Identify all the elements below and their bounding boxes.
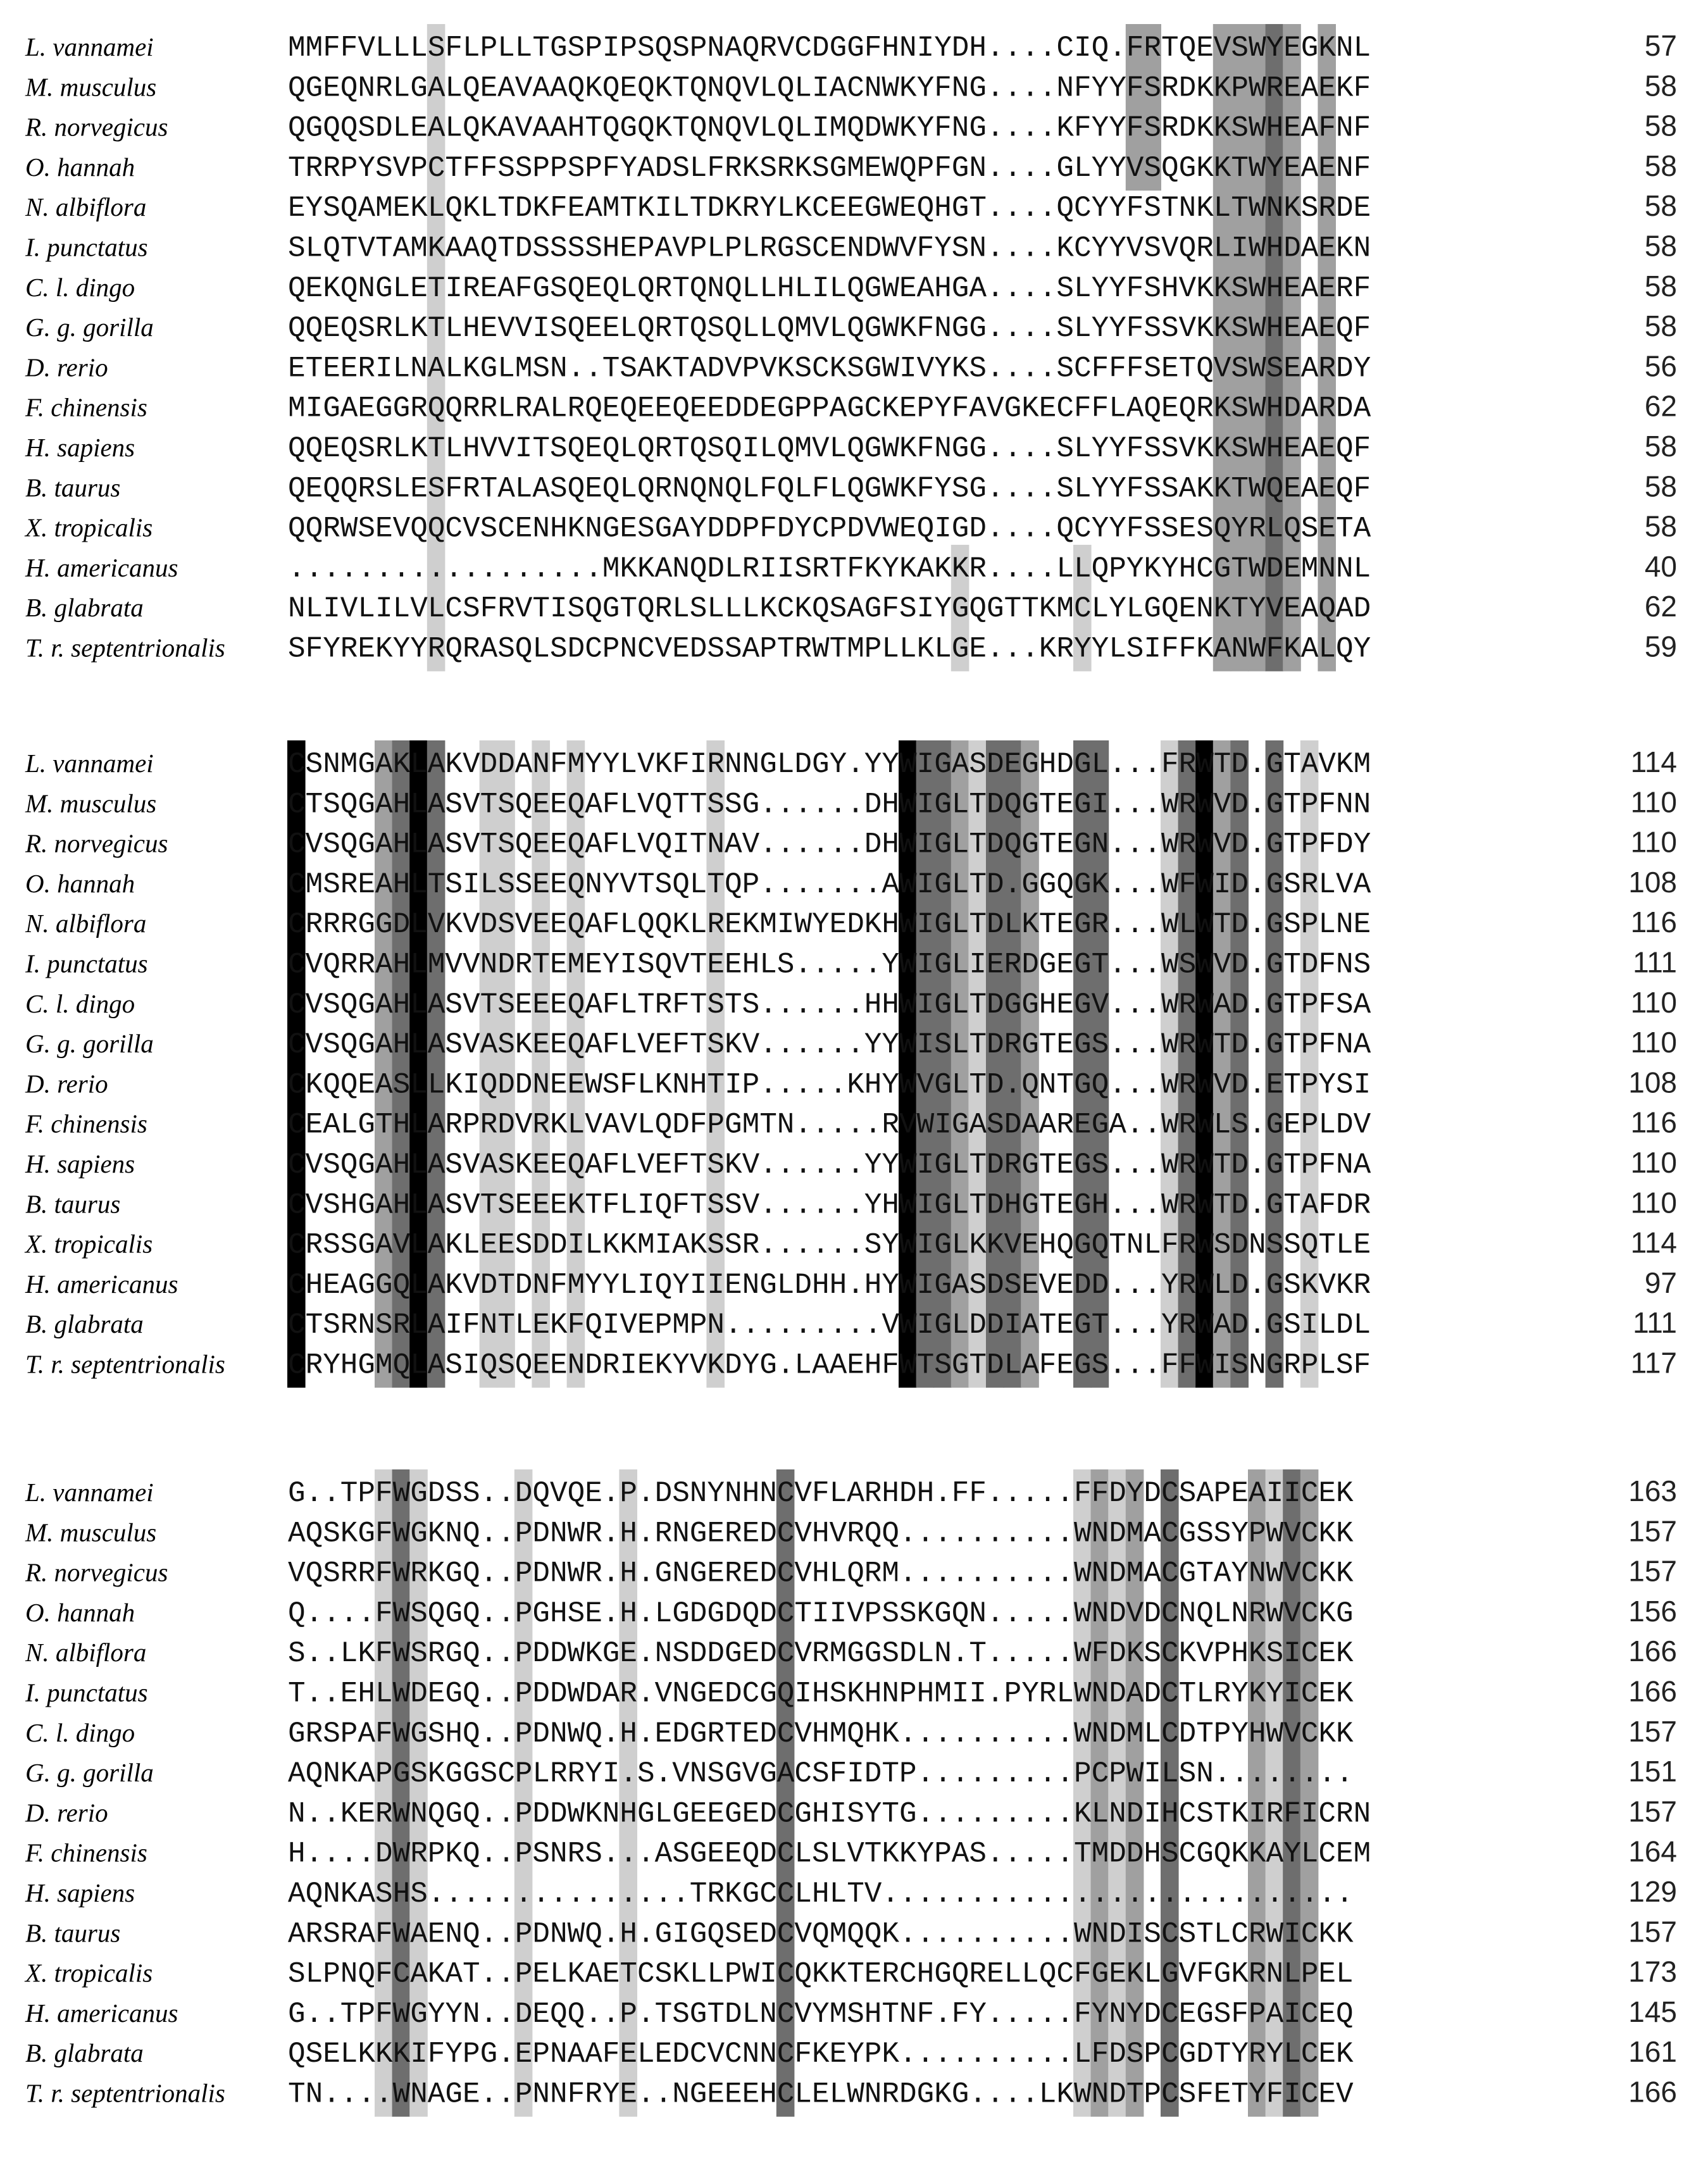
sequence-row: N..KERWNQGQ..PDDWKNHGLGEEGEDCGHISYTG.........KLNDIHCSTKIRFICRN — [288, 1797, 1371, 1831]
species-name: H. sapiens — [25, 1149, 135, 1178]
species-name: C. l. dingo — [25, 988, 135, 1018]
species-name: I. punctatus — [25, 1678, 148, 1707]
residue-count: 110 — [1630, 825, 1677, 859]
species-name: G. g. gorilla — [25, 313, 154, 342]
residue-count: 114 — [1630, 745, 1677, 778]
species-name: C. l. dingo — [25, 1717, 135, 1747]
sequence-row: SLQTVTAMKAAQTDSSSSHEPAVPLPLRGSCENDWVFYSN....KCYYVSVQRLIWHDAEKN — [288, 232, 1371, 265]
species-name: L. vannamei — [25, 1478, 154, 1507]
species-name: D. rerio — [25, 1798, 108, 1828]
species-name: F. chinensis — [25, 1109, 147, 1138]
residue-count: 62 — [1644, 590, 1677, 623]
residue-count: 129 — [1628, 1875, 1677, 1908]
residue-count: 111 — [1633, 945, 1677, 979]
species-name: R. norvegicus — [25, 1557, 168, 1587]
residue-count: 97 — [1644, 1266, 1677, 1299]
residue-count: 116 — [1630, 1106, 1677, 1139]
residue-count: 56 — [1644, 349, 1677, 383]
sequence-row: NLIVLILVLCSFRVTISQGTQRLSLLLKCKQSAGFSIYGQGTTKMCLYLGQENKTYVEAQAD — [288, 592, 1371, 626]
residue-count: 110 — [1630, 1146, 1677, 1179]
species-name: F. chinensis — [25, 392, 147, 422]
sequence-row: QGEQNRLGALQEAVAAQKQEQKTQNQVLQLIACNWKYFNG....NFYYFSRDKKPWREAEKF — [288, 72, 1371, 105]
species-name: X. tropicalis — [25, 1229, 153, 1259]
residue-count: 110 — [1630, 1026, 1677, 1059]
residue-count: 163 — [1628, 1474, 1677, 1507]
sequence-row: CHEAGGQLAKVDTDNFMYYLIQYIIENGLDHH.HYWIGASDSEVEDD...YRWLD.GSKVKR — [288, 1268, 1371, 1302]
residue-count: 57 — [1644, 29, 1677, 62]
residue-count: 166 — [1628, 1635, 1677, 1668]
species-name: B. taurus — [25, 473, 121, 502]
species-name: B. taurus — [25, 1189, 121, 1219]
residue-count: 58 — [1644, 470, 1677, 503]
residue-count: 145 — [1628, 1995, 1677, 2028]
residue-count: 114 — [1630, 1226, 1677, 1259]
species-name: R. norvegicus — [25, 828, 168, 858]
sequence-row: EYSQAMEKLQKLTDKFEAMTKILTDKRYLKCEEGWEQHGT....QCYYFSTNKLTWNKSRDE — [288, 192, 1371, 225]
sequence-row: ETEERILNALKGLMSN..TSAKTADVPVKSCKSGWIVYKS....SCFFFSETQVSWSEARDY — [288, 352, 1371, 385]
sequence-row: MMFFVLLLSFLPLLTGSPIPSQSPNAQRVCDGGFHNIYDH....CIQ.FRTQEVSWYEGKNL — [288, 32, 1371, 65]
sequence-row: CSNMGAKLAKVDDANFMYYLVKFIRNNGLDGY.YYWIGASDEGHDGL...FRWTD.GTAVKM — [288, 748, 1371, 781]
residue-count: 173 — [1628, 1955, 1677, 1988]
species-name: H. sapiens — [25, 1878, 135, 1907]
sequence-row: CTSRNSRLAIFNTLEKFQIVEPMPN.........VWIGLDDIATEGT...YRWAD.GSILDL — [288, 1309, 1371, 1342]
residue-count: 164 — [1628, 1835, 1677, 1868]
residue-count: 58 — [1644, 189, 1677, 223]
residue-count: 110 — [1630, 785, 1677, 819]
sequence-row: T..EHLWDEGQ..PDDWDAR.VNGEDCGQIHSKHNPHMII.PYRLWNDADCTLRYKYICEK — [288, 1677, 1354, 1711]
species-name: F. chinensis — [25, 1838, 147, 1867]
sequence-row: CVSQGAHLASVTSEEEQAFLTRFTSTS......HHWIGLTDGGHEGV...WRWAD.GTPFSA — [288, 988, 1371, 1021]
sequence-row: QQEQSRLKTLHEVVISQEELQRTQSQLLQMVLQGWKFNGG....SLYYFSSVKKSWHEAEQF — [288, 312, 1371, 346]
residue-count: 59 — [1644, 630, 1677, 663]
residue-count: 157 — [1628, 1714, 1677, 1748]
residue-count: 157 — [1628, 1554, 1677, 1588]
species-name: B. glabrata — [25, 593, 144, 623]
sequence-row: QGQQSDLEALQKAVAAHTQGQKTQNQVLQLIMQDWKYFNG....KFYYFSRDKKSWHEAFNF — [288, 111, 1371, 145]
species-name: C. l. dingo — [25, 272, 135, 302]
species-name: H. sapiens — [25, 433, 135, 462]
species-name: X. tropicalis — [25, 1958, 153, 1988]
alignment-text-layer — [24, 29, 1677, 2111]
sequence-row: QEQQRSLESFRTALASQEQLQRNQNQLFQLFLQGWKFYSG....SLYYFSSAKKTWQEAEQF — [288, 472, 1371, 506]
sequence-row: ARSRAFWAENQ..PDNWQ.H.GIGQSEDCVQMQQK..........WNDISCSTLCRWICKK — [288, 1917, 1354, 1951]
sequence-row: G..TPFWGYYN..DEQQ..P.TSGTDLNCVYMSHTNF.FY.....FYNYDCEGSFPAICEQ — [288, 1997, 1354, 2031]
species-name: D. rerio — [25, 352, 108, 382]
sequence-row: ..................MKKANQDLRIISRTFKYKAKKR....LLQPYKYHCGTWDEMNNL — [288, 552, 1371, 585]
species-name: O. hannah — [25, 1597, 135, 1627]
species-name: H. americanus — [25, 1269, 178, 1299]
sequence-row: QSELKKKIFYPG.EPNAAFELEDCVCNNCFKEYPK..........LFDSPCGDTYRYLCEK — [288, 2038, 1354, 2071]
sequence-row: G..TPFWGDSS..DQVQE.P.DSNYNHNCVFLARHDH.FF.....FFDYDCSAPEAIICEK — [288, 1477, 1354, 1510]
sequence-row: CKQQEASLLKIQDDNEEWSFLKNHTIP.....KHYWVGLTD.QNTGQ...WRWVD.ETPYSI — [288, 1068, 1371, 1102]
sequence-row: CVSQGAHLASVASKEEQAFLVEFTSKV......YYWISLTDRGTEGS...WRWTD.GTPFNA — [288, 1028, 1371, 1062]
sequence-row: QEKQNGLETIREAFGSQEQLQRTQNQLLHLILQGWEAHGA....SLYYFSHVKKSWHEAERF — [288, 271, 1371, 305]
residue-count: 161 — [1628, 2035, 1677, 2069]
species-name: B. taurus — [25, 1918, 121, 1948]
species-name: N. albiflora — [25, 909, 147, 938]
sequence-row: H....DWRPKQ..PSNRS...ASGEEQDCLSLVTKKYPAS.....TMDDHSCGQKKAYLCEM — [288, 1837, 1371, 1871]
sequence-row: SFYREKYYRQRASQLSDCPNCVEDSSAPTRWTMPLLKLGE...KRYYLSIFFKANWFKALQY — [288, 632, 1371, 666]
species-name: G. g. gorilla — [25, 1758, 154, 1788]
sequence-row: VQSRRFWRKGQ..PDNWR.H.GNGEREDCVHLQRM..........WNDMACGTAYNWVCKK — [288, 1557, 1354, 1590]
species-name: I. punctatus — [25, 949, 148, 978]
species-name: H. americanus — [25, 552, 178, 582]
sequence-row: Q....FWSQGQ..PGHSE.H.LGDGDQDCTIIVPSSKGQN.....WNDVDCNQLNRWVCKG — [288, 1597, 1354, 1630]
species-name: L. vannamei — [25, 749, 154, 778]
species-name: X. tropicalis — [25, 513, 153, 542]
residue-count: 110 — [1630, 1186, 1677, 1219]
residue-count: 110 — [1630, 985, 1677, 1019]
sequence-row: CRRRGGDLVKVDSVEEQAFLQQKLREKMIWYEDKHWIGLTDLKTEGR...WLWTD.GSPLNE — [288, 908, 1371, 942]
species-name: O. hannah — [25, 152, 135, 182]
residue-count: 156 — [1628, 1594, 1677, 1628]
sequence-row: CVQRRAHLMVVNDRTEMEYISQVTEEHLS.....YWIGLIERDGEGT...WSWVD.GTDFNS — [288, 948, 1371, 982]
species-name: T. r. septentrionalis — [25, 1349, 225, 1379]
residue-count: 117 — [1630, 1346, 1677, 1380]
residue-count: 157 — [1628, 1795, 1677, 1828]
sequence-row: CTSQGAHLASVTSQEEQAFLVQTTSSG......DHWIGLTDQGTEGI...WRWVD.GTPFNN — [288, 788, 1371, 821]
species-name: T. r. septentrionalis — [25, 2078, 225, 2108]
sequence-row: AQNKAPGSKGGSCPLRRYI.S.VNSGVGACSFIDTP.........PCPWILSN........ — [288, 1757, 1354, 1791]
residue-count: 58 — [1644, 69, 1677, 103]
species-name: M. musculus — [25, 72, 157, 102]
residue-count: 58 — [1644, 109, 1677, 142]
sequence-row: CVSQGAHLASVASKEEQAFLVEFTSKV......YYWIGLTDRGTEGS...WRWTD.GTPFNA — [288, 1149, 1371, 1181]
sequence-row: TRRPYSVPCTFFSSPPSPFYADSLFRKSRKSGMEWQPFGN....GLYYVSQGKKTWYEAENF — [288, 151, 1371, 185]
residue-count: 58 — [1644, 509, 1677, 543]
sequence-row: CRYHGMQLASIQSQEENDRIEKYVKDYG.LAAEHFWTSGTDLAFEGS...FFWISNGRPLSF — [288, 1349, 1371, 1382]
sequence-row: QQRWSEVQQCVSCENHKNGESGAYDDPFDYCPDVWEQIGD....QCYYFSSESQYRLQSETA — [288, 512, 1371, 545]
residue-count: 157 — [1628, 1514, 1677, 1548]
sequence-row: SLPNQFCAKAT..PELKAETCSKLLPWICQKKTERCHGQRELLQCFGEKLGVFGKRNLPEL — [288, 1957, 1354, 1991]
species-name: M. musculus — [25, 789, 157, 818]
sequence-row: AQNKASHS...............TRKGCCLHLTV........................... — [288, 1878, 1354, 1911]
sequence-row: CVSQGAHLASVTSQEEQAFLVQITNAV......DHWIGLTDQGTEGN...WRWVD.GTPFDY — [288, 828, 1371, 861]
residue-count: 111 — [1633, 1306, 1677, 1340]
sequence-row: AQSKGFWGKNQ..PDNWR.H.RNGEREDCVHVRQQ..........WNDMACGSSYPWVCKK — [288, 1517, 1354, 1550]
species-name: T. r. septentrionalis — [25, 633, 225, 663]
residue-count: 108 — [1628, 865, 1677, 899]
species-name: R. norvegicus — [25, 112, 168, 142]
sequence-row: S..LKFWSRGQ..PDDWKGE.NSDDGEDCVRMGGSDLN.T.....WFDKSCKVPHKSICEK — [288, 1637, 1354, 1671]
sequence-row: QQEQSRLKTLHVVITSQEQLQRTQSQILQMVLQGWKFNGG....SLYYFSSVKKSWHEAEQF — [288, 432, 1371, 465]
species-name: M. musculus — [25, 1518, 157, 1547]
residue-count: 58 — [1644, 229, 1677, 263]
species-name: N. albiflora — [25, 1638, 147, 1667]
sequence-row: CEALGTHLARPRDVRKLVAVLQDFPGMTN.....RVWIGASDAAREGA..WRWLS.GEPLDV — [288, 1108, 1371, 1142]
species-name: I. punctatus — [25, 232, 148, 262]
species-name: G. g. gorilla — [25, 1029, 154, 1059]
residue-count: 58 — [1644, 149, 1677, 182]
residue-count: 40 — [1644, 549, 1677, 583]
residue-count: 58 — [1644, 269, 1677, 302]
sequence-row: TN....WNAGE..PNNFRYE..NGEEEHCLELWNRDGKG....LKWNDTPCSFETYFICEV — [288, 2078, 1354, 2111]
species-name: B. glabrata — [25, 1309, 144, 1339]
residue-count: 151 — [1628, 1755, 1677, 1788]
sequence-row: CRSSGAVLAKLEESDDILKKMIAKSSR......SYWIGLKKVEHQGQTNLFRWSDNSSQTLE — [288, 1228, 1371, 1262]
sequence-row: MIGAEGGRQQRRLRALRQEQEEQEEDDEGPPAGCKEPYFAVGKECFFLAQEQRKSWHDARDA — [288, 392, 1371, 425]
sequence-row: CVSHGAHLASVTSEEEKTFLIQFTSSV......YHWIGLTDHGTEGH...WRWTD.GTAFDR — [288, 1188, 1371, 1222]
sequence-row: CMSREAHLTSILSSEEQNYVTSQLTQP.......AWIGLTD.GGQGK...WFWID.GSRLVA — [288, 868, 1371, 901]
sequence-row: GRSPAFWGSHQ..PDNWQ.H.EDGRTEDCVHMQHK..........WNDMLCDTPYHWVCKK — [288, 1717, 1354, 1750]
species-name: H. americanus — [25, 1998, 178, 2028]
residue-count: 108 — [1628, 1066, 1677, 1099]
residue-count: 116 — [1630, 906, 1677, 939]
species-name: D. rerio — [25, 1069, 108, 1099]
residue-count: 62 — [1644, 389, 1677, 423]
residue-count: 58 — [1644, 430, 1677, 463]
residue-count: 157 — [1628, 1915, 1677, 1948]
species-name: O. hannah — [25, 868, 135, 898]
residue-count: 166 — [1628, 2075, 1677, 2109]
species-name: N. albiflora — [25, 192, 147, 222]
residue-count: 166 — [1628, 1674, 1677, 1708]
species-name: B. glabrata — [25, 2038, 144, 2068]
residue-count: 58 — [1644, 309, 1677, 343]
species-name: L. vannamei — [25, 32, 154, 61]
